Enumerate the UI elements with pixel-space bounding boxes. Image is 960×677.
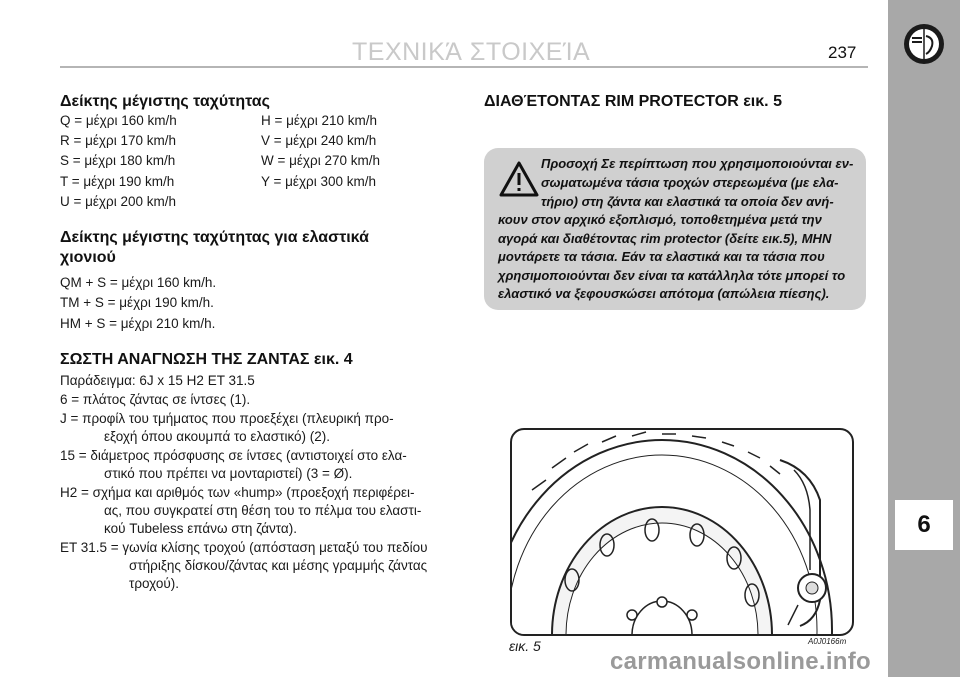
warning-text-line: ελαστικό να ξεφουσκώσει απότομα (απώλεια πίεσης). xyxy=(498,286,830,301)
snow-speed-line: TM + S = μέχρι 190 km/h. xyxy=(60,295,214,310)
rim-reading-line: 15 = διάμετρος πρόσφυσης σε ίντσες (αντιστοιχεί στο ελα- xyxy=(60,448,407,463)
snow-index-heading-line: Δείκτης μέγιστης ταχύτητας για ελαστικά xyxy=(60,229,369,246)
speed-code-line: T = μέχρι 190 km/h xyxy=(60,174,175,189)
speed-index-heading: Δείκτης μέγιστης ταχύτητας xyxy=(60,93,270,110)
speed-code-line: V = μέχρι 240 km/h xyxy=(261,133,377,148)
warning-text-line: κουν στον αρχικό εξοπλισμό, τοποθετημένα μετά την xyxy=(498,212,822,227)
warning-text-line: Προσοχή Σε περίπτωση που χρησιμοποιούνται εν- xyxy=(541,156,854,171)
chapter-tab xyxy=(888,0,960,677)
page-header-title: ΤΕΧΝΙΚΆ ΣΤΟΙΧΕΊΑ xyxy=(352,38,591,66)
wheel-rim-icon xyxy=(512,430,852,634)
rim-reading-line: στήριξης δίσκου/ζάντας και μέσης γραμμής ζάντας xyxy=(129,558,428,573)
figure-code: A0J0166m xyxy=(808,637,847,646)
tyre-illustration xyxy=(510,428,854,636)
rim-reading-line: εξοχή όπου ακουμπά το ελαστικό) (2). xyxy=(104,429,331,444)
warning-text-line: αγορά και διαθέτοντας rim protector (δείτε εικ.5), ΜΗΝ xyxy=(498,231,832,246)
speed-code-line: H = μέχρι 210 km/h xyxy=(261,113,377,128)
page-number: 237 xyxy=(828,43,857,62)
speed-code-line: Q = μέχρι 160 km/h xyxy=(60,113,177,128)
header-rule xyxy=(60,66,868,68)
snow-speed-line: HM + S = μέχρι 210 km/h. xyxy=(60,316,216,331)
rim-reading-line: ET 31.5 = γωνία κλίσης τροχού (απόσταση μεταξύ του πεδίου xyxy=(60,540,428,555)
warning-triangle-icon xyxy=(498,160,540,198)
chapter-number: 6 xyxy=(895,500,953,550)
speed-code-line: R = μέχρι 170 km/h xyxy=(60,133,176,148)
rim-protector-heading: ΔΙΑΘΈΤΟΝΤΑΣ RIM PROTECTOR εικ. 5 xyxy=(484,93,782,110)
rim-reading-line: στικό που πρέπει να μονταριστεί) (3 = Ø). xyxy=(104,466,353,481)
figure-caption: εικ. 5 xyxy=(509,638,541,654)
warning-text-line: τήριο) στη ζάντα και ελαστικά τα οποία δεν ανή- xyxy=(541,194,834,209)
rim-reading-line: ας, που συγκρατεί στη θέση του το πέλμα του ελαστι- xyxy=(104,503,422,518)
warning-text-line: χρησιμοποιούνται δεν είναι τα κατάλληλα τότε μπορεί το xyxy=(498,268,846,283)
rim-reading-heading: ΣΩΣΤΗ ΑΝΑΓΝΩΣΗ ΤΗΣ ΖΑΝΤΑΣ εικ. 4 xyxy=(60,351,353,368)
rim-reading-line: κού Tubeless επάνω στη ζάντα). xyxy=(104,521,297,536)
rim-reading-line: 6 = πλάτος ζάντας σε ίντσες (1). xyxy=(60,392,251,407)
snow-speed-line: QM + S = μέχρι 160 km/h. xyxy=(60,275,217,290)
rim-reading-line: J = προφίλ του τμήματος που προεξέχει (πλευρική προ- xyxy=(60,411,394,426)
brand-logo xyxy=(888,0,960,88)
snow-index-heading-line: χιονιού xyxy=(60,249,116,266)
speed-code-line: W = μέχρι 270 km/h xyxy=(261,153,380,168)
speed-code-line: Y = μέχρι 300 km/h xyxy=(261,174,376,189)
rim-reading-line: H2 = σχήμα και αριθμός των «hump» (προεξοχή περιφέρει- xyxy=(60,485,415,500)
speed-code-line: S = μέχρι 180 km/h xyxy=(60,153,176,168)
alfa-romeo-logo-icon xyxy=(902,22,946,66)
warning-text-line: σωματωμένα τάσια τροχών στερεωμένα (με ελα- xyxy=(541,175,839,190)
warning-text-line: μοντάρετε τα τάσια. Εάν τα ελαστικά και τα τάσια που xyxy=(498,249,825,264)
rim-reading-line: τροχού). xyxy=(129,576,180,591)
watermark: carmanualsonline.info xyxy=(610,648,872,675)
speed-code-line: U = μέχρι 200 km/h xyxy=(60,194,176,209)
rim-reading-line: Παράδειγμα: 6J x 15 H2 ET 31.5 xyxy=(60,373,255,388)
